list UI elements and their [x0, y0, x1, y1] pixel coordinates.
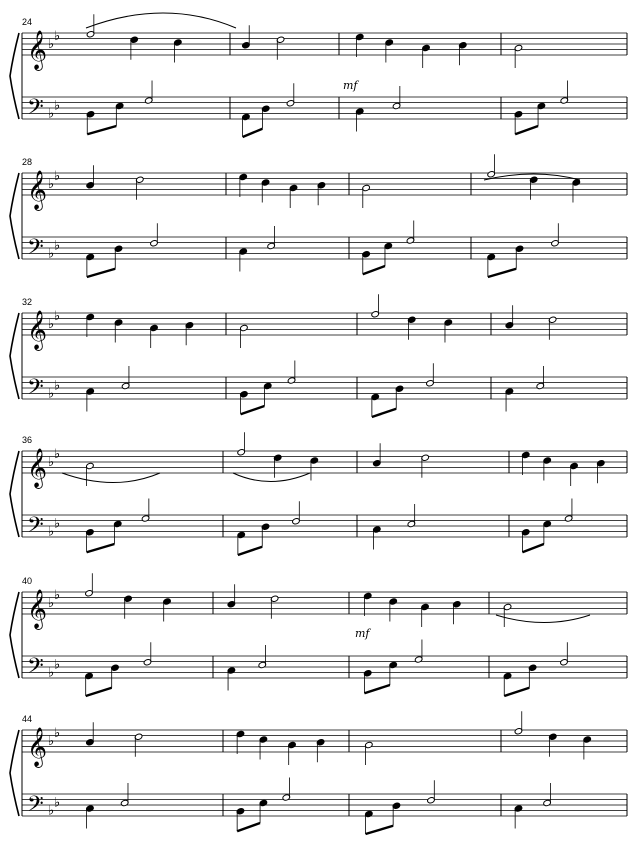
beam	[243, 129, 263, 137]
treble-clef-icon: 𝄞	[27, 310, 48, 350]
system-3	[10, 294, 627, 417]
treble-clef-icon: 𝄞	[27, 727, 48, 767]
flat-sign-icon: ♭	[54, 657, 61, 673]
flat-sign-icon: ♭	[54, 725, 61, 741]
beam	[237, 823, 260, 831]
flat-sign-icon: ♭	[48, 734, 55, 749]
bass-clef-icon: 𝄢	[27, 95, 44, 125]
slur	[86, 13, 236, 28]
brace	[10, 313, 19, 399]
bass-clef-icon: 𝄢	[27, 654, 44, 684]
beam	[87, 269, 115, 277]
beam	[86, 688, 112, 696]
treble-clef-icon: 𝄞	[27, 589, 48, 629]
flat-sign-icon: ♭	[54, 168, 61, 184]
measure-number: 32	[22, 297, 33, 307]
flat-sign-icon: ♭	[54, 308, 61, 324]
dynamic-marking: mf	[355, 627, 370, 640]
flat-sign-icon: ♭	[48, 803, 55, 819]
dynamic-marking: mf	[343, 79, 358, 92]
flat-sign-icon: ♭	[54, 378, 61, 394]
beam	[504, 688, 529, 696]
flat-sign-icon: ♭	[48, 665, 55, 681]
treble-clef-icon: 𝄞	[27, 30, 48, 70]
measure-number: 28	[22, 157, 33, 167]
flat-sign-icon: ♭	[54, 795, 61, 811]
beam	[372, 409, 396, 417]
beam	[241, 406, 265, 414]
flat-sign-icon: ♭	[48, 524, 55, 540]
flat-sign-icon: ♭	[48, 246, 55, 262]
slur	[62, 473, 160, 483]
flat-sign-icon: ♭	[48, 37, 55, 52]
brace	[10, 451, 19, 537]
flat-sign-icon: ♭	[54, 238, 61, 254]
measure-number: 36	[22, 435, 33, 445]
beam	[515, 126, 538, 134]
flat-sign-icon: ♭	[54, 516, 61, 532]
beam	[87, 544, 115, 552]
measure-number: 24	[22, 17, 33, 27]
beam	[363, 266, 385, 274]
beam	[364, 685, 389, 693]
flat-sign-icon: ♭	[48, 386, 55, 402]
flat-sign-icon: ♭	[48, 106, 55, 122]
flat-sign-icon: ♭	[48, 596, 55, 611]
beam	[488, 269, 516, 277]
measure-number: 44	[22, 714, 33, 724]
beam	[87, 126, 116, 134]
slur	[233, 473, 310, 482]
measure-number: 40	[22, 576, 33, 586]
brace	[10, 592, 19, 678]
bass-clef-icon: 𝄢	[27, 513, 44, 543]
flat-sign-icon: ♭	[54, 587, 61, 603]
beam	[366, 826, 394, 834]
system-5	[10, 573, 627, 696]
system-2	[10, 154, 627, 277]
system-1	[10, 13, 627, 137]
slur	[496, 615, 590, 623]
brace	[10, 173, 19, 259]
flat-sign-icon: ♭	[48, 455, 55, 470]
beam	[522, 544, 543, 552]
treble-clef-icon: 𝄞	[27, 448, 48, 488]
flat-sign-icon: ♭	[54, 98, 61, 114]
bass-clef-icon: 𝄢	[27, 792, 44, 822]
flat-sign-icon: ♭	[48, 317, 55, 332]
treble-clef-icon: 𝄞	[27, 170, 48, 210]
flat-sign-icon: ♭	[54, 28, 61, 44]
system-6	[10, 711, 627, 834]
flat-sign-icon: ♭	[54, 446, 61, 462]
brace	[10, 33, 19, 119]
flat-sign-icon: ♭	[48, 177, 55, 192]
system-4	[10, 432, 627, 555]
bass-clef-icon: 𝄢	[27, 375, 44, 405]
beam	[238, 547, 262, 555]
brace	[10, 730, 19, 816]
bass-clef-icon: 𝄢	[27, 235, 44, 265]
